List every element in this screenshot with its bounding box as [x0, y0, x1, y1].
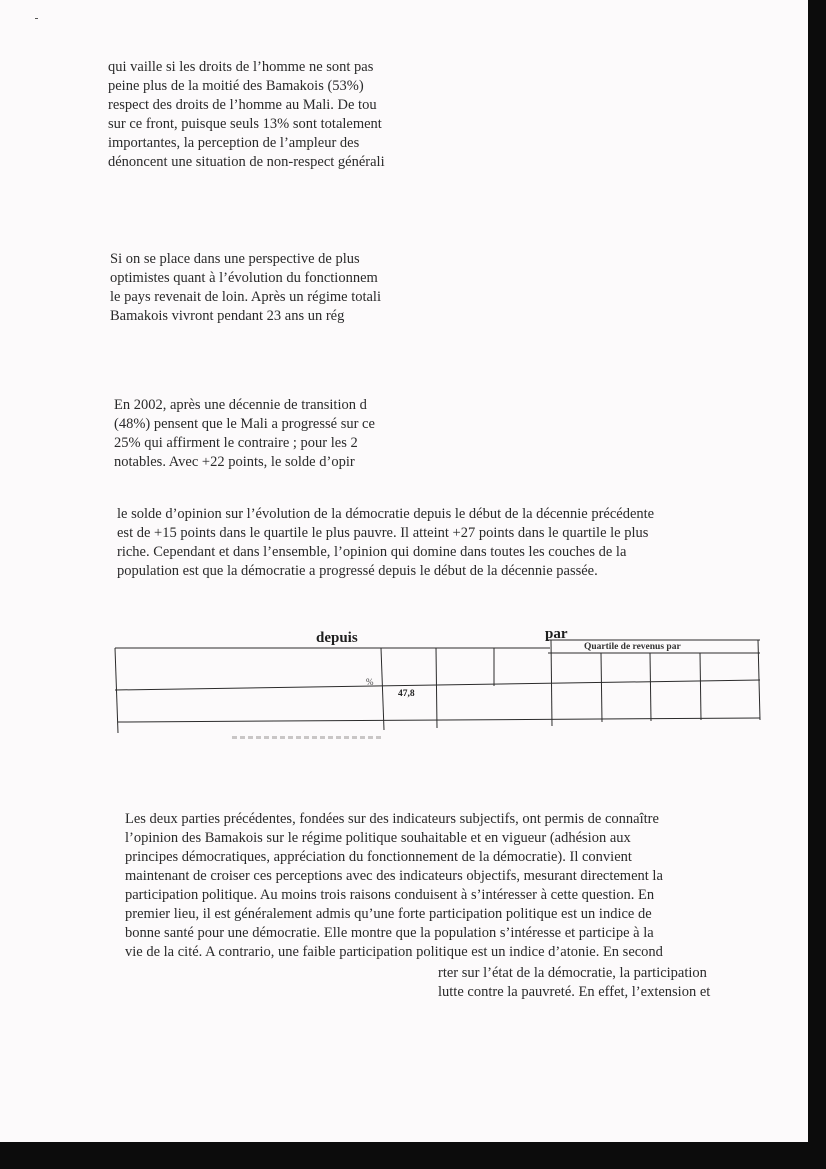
text-line: Bamakois vivront pendant 23 ans un rég	[110, 308, 345, 324]
text-line: principes démocratiques, appréciation du fonctionnement de la démocratie). Il convient	[125, 849, 632, 865]
table-rule	[758, 640, 760, 720]
text-line: bonne santé pour une démocratie. Elle montre que la population s’intéresse et participe à la	[125, 925, 654, 941]
text-line: vie de la cité. A contrario, une faible participation politique est un indice d’atonie. En second	[125, 944, 663, 960]
text-line: peine plus de la moitié des Bamakois (53%)	[108, 78, 364, 94]
text-line: le solde d’opinion sur l’évolution de la démocratie depuis le début de la décennie précédente	[117, 506, 655, 522]
scan-speck	[35, 18, 38, 19]
table-rule	[700, 653, 701, 720]
text-line: participation politique. Au moins trois raisons conduisent à s’intéresser à cette question. En	[125, 887, 655, 903]
text-line: le pays revenait de loin. Après un régime totali	[110, 289, 381, 305]
table-title-left: depuis	[316, 630, 358, 646]
text-line: riche. Cependant et dans l’ensemble, l’opinion qui domine dans toutes les couches de la	[117, 544, 627, 560]
text-line: respect des droits de l’homme au Mali. De tou	[108, 97, 377, 113]
text-line: qui vaille si les droits de l’homme ne sont pas	[108, 59, 374, 75]
text-line: l’opinion des Bamakois sur le régime politique souhaitable et en vigueur (adhésion aux	[125, 830, 631, 846]
faint-table-note	[232, 736, 382, 739]
text-line: (48%) pensent que le Mali a progressé sur ce	[114, 416, 375, 432]
table-title-right: par	[545, 626, 568, 642]
text-line: sur ce front, puisque seuls 13% sont totalement	[108, 116, 382, 132]
text-line: rter sur l’état de la démocratie, la participation	[438, 965, 707, 981]
text-line: En 2002, après une décennie de transition d	[114, 397, 367, 413]
text-line: dénoncent une situation de non-respect générali	[108, 154, 385, 170]
table-rule	[118, 718, 760, 722]
text-line: importantes, la perception de l’ampleur des	[108, 135, 360, 151]
text-line: est de +15 points dans le quartile le plus pauvre. Il atteint +27 points dans le quartile le plus	[117, 525, 649, 541]
table-rule	[551, 640, 552, 726]
table-rule	[115, 648, 118, 733]
table-unit: %	[366, 677, 374, 687]
paragraph-4	[117, 505, 749, 581]
text-line: population est que la démocratie a progressé depuis le début de la décennie passée.	[117, 563, 598, 579]
paragraph-3	[114, 396, 426, 472]
table-rule	[601, 653, 602, 722]
text-line: optimistes quant à l’évolution du fonctionnem	[110, 270, 378, 286]
text-line: lutte contre la pauvreté. En effet, l’extension et	[438, 984, 711, 1000]
table-cell-value: 47,8	[398, 689, 415, 699]
table-rule	[650, 653, 651, 721]
text-line: notables. Avec +22 points, le solde d’opir	[114, 454, 355, 470]
quartile-header: Quartile de revenus par	[584, 642, 681, 652]
paragraph-2	[110, 250, 428, 326]
text-line: maintenant de croiser ces perceptions avec des indicateurs objectifs, mesurant directement la	[125, 868, 663, 884]
text-line: Si on se place dans une perspective de plus	[110, 251, 360, 267]
text-line: Les deux parties précédentes, fondées sur des indicateurs subjectifs, ont permis de connaître	[125, 811, 659, 827]
paragraph-5	[125, 810, 755, 962]
text-line: premier lieu, il est généralement admis qu’une forte participation politique est un indice de	[125, 906, 652, 922]
table-rule	[115, 680, 760, 690]
paragraph-5-tail	[438, 964, 768, 1002]
text-line: 25% qui affirment le contraire ; pour les 2	[114, 435, 358, 451]
table-rule	[436, 648, 437, 728]
table-rule	[381, 648, 384, 730]
paragraph-1	[108, 58, 426, 172]
